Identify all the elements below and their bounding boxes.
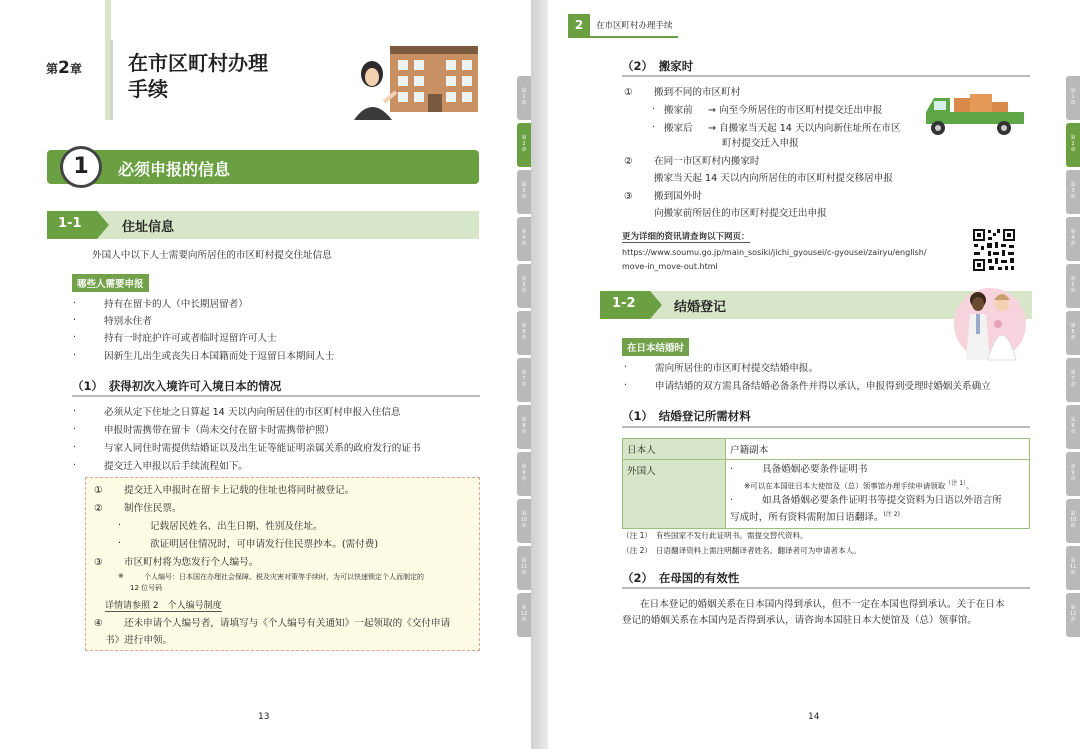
tab-label: 第5章 [1070, 276, 1076, 294]
item-title: 在同一市区町村内搬家时 [654, 156, 760, 167]
table-cell [726, 439, 1030, 460]
chapter-tab[interactable] [517, 452, 531, 496]
bullet: · [73, 350, 77, 361]
chapter-tab[interactable] [1066, 217, 1080, 261]
bullet: · [73, 315, 77, 326]
divider [622, 426, 1030, 428]
item-title: 搬到国外时 [654, 191, 702, 202]
tab-label: 第1章 [1070, 88, 1076, 106]
footnote: （注 1） 有些国家不发行此证明书。需提交替代资料。 [622, 531, 808, 540]
bullet: · [624, 380, 628, 391]
url-link[interactable]: https://www.soumu.go.jp/main_sosiki/jichi_gyousei/c-gyousei/zairyu/english/ [622, 248, 927, 257]
bullet: · [652, 122, 656, 133]
tab-label: 第9章 [521, 464, 527, 482]
step-text: 还未申请个人编号者，请填写与《个人编号有关通知》一起领取的《交付申请 [124, 618, 451, 629]
chapter-tab-active[interactable] [1066, 123, 1080, 167]
marriage-in-japan-label: 在日本结婚时 [622, 338, 689, 356]
chapter-tab[interactable] [1066, 405, 1080, 449]
chapter-prefix: 第 [46, 62, 59, 76]
paragraph-line: 在日本登记的婚姻关系在日本国内得到承认，但不一定在本国也得到承认。关于在日本 [640, 599, 1005, 610]
divider [622, 75, 1030, 77]
tab-label: 第6章 [521, 323, 527, 341]
move-after-text: 町村提交迁入申报 [722, 138, 799, 149]
subsection-bar [47, 211, 479, 239]
footnote-ref: (注 2) [883, 510, 900, 518]
tab-label: 第2章 [1070, 135, 1076, 153]
tab-label: 第7章 [1070, 370, 1076, 388]
bullet: · [624, 362, 628, 373]
bullet: · [73, 442, 77, 453]
url-link[interactable]: move-in_move-out.html [622, 262, 718, 271]
paragraph-line: 登记的婚姻关系在本国内是否得到承认，请咨询本国驻日本大使馆及（总）领事馆。 [622, 615, 977, 626]
reference-link[interactable]: 详情请参照 2 个人编号制度 [105, 598, 222, 612]
subheading-moving: （2） 搬家时 [622, 59, 694, 73]
bullet: · [73, 460, 77, 471]
note-mark: ※ [118, 572, 124, 580]
chapter-divider [110, 40, 113, 120]
list-item: 提交迁入申报以后手续流程如下。 [104, 461, 248, 472]
chapter-tab[interactable] [1066, 593, 1080, 637]
list-item: 因新生儿出生或丧失日本国籍而处于逗留日本期间人士 [104, 351, 335, 362]
note-text: 个人编号：日本国在办理社会保障、税及灾害对策等手续时，为可以快速锁定个人而制定的 [144, 573, 424, 581]
table-cell: · 具备婚姻必要条件证明书 ※可以在本国驻日本大使馆及（总）领事馆办理手续申请领取$^{(注 1)}$。 · 如具备婚姻必要条件证明书等提交资料为日语以外语言所 写成时，所有资料需附加日语翻译。$^{(注 2)}$ [726, 460, 1030, 529]
bullet: · [652, 104, 656, 115]
chapter-tab[interactable] [1066, 170, 1080, 214]
chapter-tab[interactable] [1066, 76, 1080, 120]
tab-label: 第10章 [521, 511, 528, 529]
tab-label: 第8章 [521, 417, 527, 435]
step-text: 市区町村将为您发行个人编号。 [124, 557, 259, 568]
chapter-tab-active[interactable] [517, 123, 531, 167]
table-header-text: 日本人 [627, 445, 656, 456]
chapter-tab[interactable] [1066, 358, 1080, 402]
chapter-tab[interactable] [1066, 311, 1080, 355]
chapter-tab[interactable] [1066, 546, 1080, 590]
tab-label: 第2章 [521, 135, 527, 153]
divider [622, 587, 1030, 589]
section-title: 必须申报的信息 [118, 160, 231, 179]
running-header-number: 2 [568, 14, 590, 36]
clerk-building-illustration [350, 42, 480, 122]
page-number: 14 [808, 712, 820, 722]
list-item: 特别永住者 [104, 316, 152, 327]
list-item: 需向所居住的市区町村提交结婚申报。 [655, 363, 819, 374]
tab-label: 第3章 [521, 182, 527, 200]
chapter-tab[interactable] [517, 358, 531, 402]
step-text: 制作住民票。 [124, 503, 182, 514]
who-label: 哪些人需要申报 [72, 274, 149, 292]
chapter-tab[interactable] [517, 264, 531, 308]
list-item: 申请结婚的双方需具备结婚必备条件并得以承认，申报得到受理时婚姻关系确立 [655, 381, 991, 392]
divider [72, 395, 480, 397]
move-after-text: → 自搬家当天起 14 天以内向新住址所在市区 [708, 123, 901, 134]
list-item: 持有在留卡的人（中长期居留者） [104, 299, 248, 310]
chapter-suffix: 章 [69, 62, 82, 76]
tab-label: 第4章 [1070, 229, 1076, 247]
moving-truck-illustration [924, 92, 1026, 140]
chapter-tab[interactable] [517, 311, 531, 355]
move-before-text: → 向至今所居住的市区町村提交迁出申报 [708, 105, 883, 116]
chapter-tab[interactable] [1066, 499, 1080, 543]
subsection-title: 住址信息 [122, 220, 175, 235]
subheading-first-entry: （1） 获得初次入境许可入境日本的情况 [72, 379, 282, 393]
chapter-title-line-1: 在市区町村办理 [128, 51, 268, 75]
chapter-tab[interactable] [517, 593, 531, 637]
table-cell-text: 写成时，所有资料需附加日语翻译。 [730, 511, 884, 523]
item-number: ① [624, 87, 633, 98]
move-before-label: 搬家前 [664, 105, 693, 116]
chapter-tab[interactable] [517, 76, 531, 120]
list-item: 申报时需携带在留卡（尚未交付在留卡时需携带护照） [104, 425, 335, 436]
tab-label: 第4章 [521, 229, 527, 247]
footnote-ref: （注 1） [945, 480, 967, 487]
table-note: 。 [966, 481, 974, 491]
bullet: · [118, 520, 122, 531]
table-header-cell [623, 460, 726, 529]
more-info-label: 更为详细的资讯请查询以下网页： [622, 232, 750, 242]
tab-label: 第11章 [1070, 558, 1077, 576]
tab-label: 第3章 [1070, 182, 1076, 200]
page-number: 13 [258, 712, 270, 722]
step-detail: 欲证明居住情况时，可申请发行住民票抄本。(需付费) [150, 539, 379, 550]
subheading-documents: （1） 结婚登记所需材料 [622, 409, 751, 423]
list-item: 必须从定下住址之日算起 14 天以内向所居住的市区町村申报入住信息 [104, 407, 401, 418]
tab-label: 第9章 [1070, 464, 1076, 482]
item-title: 搬到不同的市区町村 [654, 87, 741, 98]
chapter-tab[interactable] [517, 170, 531, 214]
section-number-circle [60, 146, 102, 188]
intro-text: 外国人中以下人士需要向所居住的市区町村提交住址信息 [92, 250, 332, 261]
tab-label: 第12章 [521, 605, 528, 623]
step-number: ④ [94, 618, 103, 629]
running-header-line [568, 36, 678, 38]
chapter-title-line-2: 手续 [128, 77, 168, 101]
chapter-title [128, 50, 268, 102]
tab-label: 第7章 [521, 370, 527, 388]
table-cell-text: 具备婚姻必要条件证明书 [762, 464, 868, 475]
bullet: · [73, 406, 77, 417]
step-text: 提交迁入申报时在留卡上记载的住址也将同时被登记。 [124, 485, 355, 496]
item-number: ③ [624, 191, 633, 202]
chapter-tab[interactable] [517, 499, 531, 543]
subsection-number: 1-1 [58, 216, 82, 231]
item-text: 搬家当天起 14 天以内向所居住的市区町村提交移居申报 [654, 173, 893, 184]
chapter-label [46, 58, 82, 78]
subsection-number: 1-2 [612, 296, 636, 311]
step-number: ② [94, 503, 103, 514]
page-gutter [531, 0, 548, 749]
tab-label: 第5章 [521, 276, 527, 294]
step-detail: 记载居民姓名、出生日期、性别及住址。 [150, 521, 323, 532]
bullet: · [73, 332, 77, 343]
chapter-tab[interactable] [1066, 452, 1080, 496]
bullet: · [118, 538, 122, 549]
table-header-cell [623, 439, 726, 460]
bullet: · [73, 424, 77, 435]
note-text: 12 位号码 [130, 584, 163, 592]
wedding-couple-illustration [952, 284, 1028, 364]
tab-label: 第12章 [1070, 605, 1077, 623]
chapter-number: 2 [58, 58, 70, 78]
tab-label: 第6章 [1070, 323, 1076, 341]
table-cell-text: 如具备婚姻必要条件证明书等提交资料为日语以外语言所 [762, 494, 1002, 506]
table-note: ※可以在本国驻日本大使馆及（总）领事馆办理手续申请领取 [744, 481, 946, 491]
subsection-title: 结婚登记 [674, 300, 727, 315]
table-header-text: 外国人 [627, 466, 656, 477]
qr-code[interactable] [972, 228, 1016, 272]
section-number: 1 [73, 154, 89, 179]
chapter-tab[interactable] [517, 405, 531, 449]
chapter-tab[interactable] [517, 546, 531, 590]
step-number: ③ [94, 557, 103, 568]
list-item: 与家人同住时需提供结婚证以及出生证等能证明亲属关系的政府发行的证书 [104, 443, 421, 454]
footnote: （注 2） 日语翻译资料上需注明翻译者姓名。翻译者可为申请者本人。 [622, 546, 861, 555]
tab-label: 第8章 [1070, 417, 1076, 435]
subheading-home-country: （2） 在母国的有效性 [622, 571, 740, 585]
bullet: · [73, 298, 77, 309]
tab-label: 第1章 [521, 88, 527, 106]
right-page [548, 0, 1080, 749]
item-number: ② [624, 156, 633, 167]
tab-label: 第11章 [521, 558, 528, 576]
chapter-tab[interactable] [1066, 264, 1080, 308]
table-cell-text: 户籍副本 [730, 445, 769, 456]
section-banner [47, 150, 479, 184]
marriage-documents-table [622, 438, 1030, 529]
chapter-tab[interactable] [517, 217, 531, 261]
tab-label: 第10章 [1070, 511, 1077, 529]
list-item: 持有一时庇护许可或者临时逗留许可人士 [104, 333, 277, 344]
item-text: 向搬家前所居住的市区町村提交迁出申报 [654, 208, 827, 219]
step-text: 书》进行申领。 [105, 635, 173, 646]
move-after-label: 搬家后 [664, 123, 693, 134]
left-page [0, 0, 531, 749]
running-header-title: 在市区町村办理手续 [596, 21, 673, 31]
step-number: ① [94, 485, 103, 496]
